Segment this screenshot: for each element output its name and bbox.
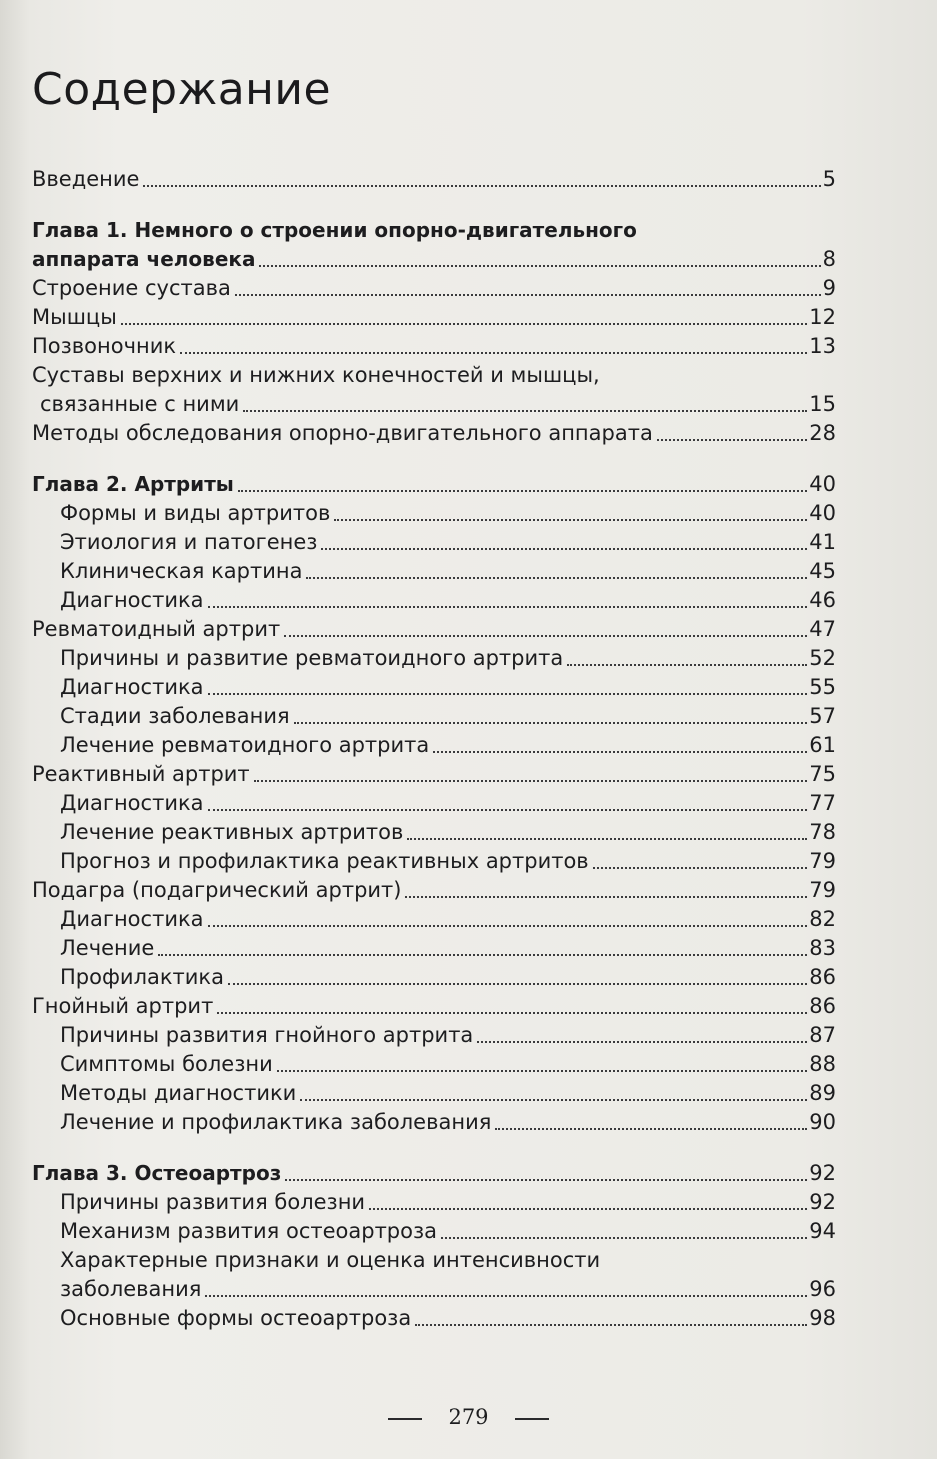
toc-entry-page: 9 xyxy=(822,276,836,300)
toc-entry xyxy=(32,671,836,700)
toc-entry-title: Характерные признаки и оценка интенсивности xyxy=(60,1248,601,1272)
toc-entry xyxy=(32,961,836,990)
toc-entry-title: Лечение ревматоидного артрита xyxy=(60,733,430,757)
toc-dot-leader xyxy=(143,184,820,187)
toc-entry-page: 40 xyxy=(809,472,836,496)
toc-entry-title: Позвоночник xyxy=(32,334,177,358)
toc-entry-page: 13 xyxy=(809,334,836,358)
toc-entry-title: Мышцы xyxy=(32,305,117,329)
toc-dot-leader xyxy=(433,750,807,753)
toc-entry-page: 55 xyxy=(809,675,836,699)
toc-dot-leader xyxy=(567,663,807,666)
toc-entry xyxy=(32,816,836,845)
toc-entry-title: Методы обследования опорно-двигательного аппарата xyxy=(32,421,653,445)
toc-chapter-entry xyxy=(32,243,836,272)
toc-dot-leader xyxy=(593,866,808,869)
toc-entry-title: Механизм развития остеоартроза xyxy=(60,1219,438,1243)
toc-entry-title: Методы диагностики xyxy=(60,1081,297,1105)
toc-entry xyxy=(32,700,836,729)
toc-entry xyxy=(32,1048,836,1077)
toc-entry xyxy=(32,1019,836,1048)
toc-dot-leader xyxy=(259,264,820,267)
toc-entry-page: 92 xyxy=(809,1190,836,1214)
toc-entry-page: 15 xyxy=(809,392,836,416)
toc-entry-title: Лечение xyxy=(60,936,155,960)
toc-entry-title: связанные с ними xyxy=(40,392,240,416)
toc-entry-title: Лечение и профилактика заболевания xyxy=(60,1110,492,1134)
toc-entry-title: Прогноз и профилактика реактивных артритов xyxy=(60,849,589,873)
toc-dot-leader xyxy=(657,438,807,441)
page-title: Содержание xyxy=(32,64,332,115)
toc-entry xyxy=(32,584,836,613)
toc-entry-page: 61 xyxy=(809,733,836,757)
toc-entry-page: 12 xyxy=(809,305,836,329)
toc-dot-leader xyxy=(208,692,808,695)
toc-entry-title: Стадии заболевания xyxy=(60,704,290,728)
toc-entry xyxy=(32,1106,836,1135)
toc-dot-leader xyxy=(321,547,807,550)
toc-entry xyxy=(32,729,836,758)
toc-entry-title: Диагностика xyxy=(60,907,204,931)
toc-entry xyxy=(32,388,836,417)
toc-entry-page: 46 xyxy=(809,588,836,612)
toc-entry-page: 92 xyxy=(809,1161,836,1185)
toc-dot-leader xyxy=(254,779,808,782)
toc-chapter-entry xyxy=(32,214,836,243)
toc-entry-title: Клиническая картина xyxy=(60,559,303,583)
toc-dot-leader xyxy=(121,322,807,325)
toc-entry-page: 94 xyxy=(809,1219,836,1243)
toc-entry-page: 79 xyxy=(809,849,836,873)
toc-entry-title: Причины и развитие ревматоидного артрита xyxy=(60,646,564,670)
toc-entry xyxy=(32,163,836,192)
page-number: 279 xyxy=(448,1405,489,1429)
toc-entry-title: Основные формы остеоартроза xyxy=(60,1306,412,1330)
toc-entry-title: заболевания xyxy=(60,1277,202,1301)
toc-entry-title: Причины развития болезни xyxy=(60,1190,366,1214)
toc-entry-page: 52 xyxy=(809,646,836,670)
toc-entry-title: Причины развития гнойного артрита xyxy=(60,1023,474,1047)
toc-entry-page: 47 xyxy=(809,617,836,641)
toc-entry xyxy=(32,272,836,301)
toc-entry-title: Подагра (подагрический артрит) xyxy=(32,878,402,902)
toc-entry-page: 87 xyxy=(809,1023,836,1047)
toc-dot-leader xyxy=(205,1294,807,1297)
toc-entry-page: 57 xyxy=(809,704,836,728)
toc-entry-title: Реактивный артрит xyxy=(32,762,250,786)
toc-entry-title: Строение сустава xyxy=(32,276,231,300)
toc-dot-leader xyxy=(407,837,807,840)
toc-entry xyxy=(32,613,836,642)
toc-dot-leader xyxy=(277,1069,808,1072)
toc-entry xyxy=(32,330,836,359)
toc-entry-page: 96 xyxy=(809,1277,836,1301)
toc-entry-page: 77 xyxy=(809,791,836,815)
toc-entry-title: Диагностика xyxy=(60,675,204,699)
toc-entry-page: 90 xyxy=(809,1110,836,1134)
toc-entry-page: 40 xyxy=(809,501,836,525)
toc-entry xyxy=(32,417,836,446)
toc-entry-page: 83 xyxy=(809,936,836,960)
toc-entry-title: Этиология и патогенез xyxy=(60,530,318,554)
toc-dot-leader xyxy=(238,489,807,492)
toc-dot-leader xyxy=(495,1127,807,1130)
toc-entry-page: 82 xyxy=(809,907,836,931)
toc-dot-leader xyxy=(180,351,807,354)
toc-entry xyxy=(32,1077,836,1106)
footer-dash-right xyxy=(515,1418,549,1420)
toc-dot-leader xyxy=(306,576,807,579)
toc-chapter-entry xyxy=(32,1157,836,1186)
toc-entry-page: 86 xyxy=(809,965,836,989)
toc-entry-page: 98 xyxy=(809,1306,836,1330)
toc-entry-page: 41 xyxy=(809,530,836,554)
toc-dot-leader xyxy=(208,605,808,608)
toc-entry xyxy=(32,903,836,932)
toc-dot-leader xyxy=(294,721,808,724)
toc-entry xyxy=(32,990,836,1019)
toc-entry-title: Формы и виды артритов xyxy=(60,501,331,525)
page-footer xyxy=(0,1405,937,1429)
toc-dot-leader xyxy=(477,1040,807,1043)
toc-entry xyxy=(32,497,836,526)
toc-entry-page: 88 xyxy=(809,1052,836,1076)
toc-dot-leader xyxy=(405,895,807,898)
toc-entry-page: 78 xyxy=(809,820,836,844)
toc-entry xyxy=(32,787,836,816)
toc-entry-title: Суставы верхних и нижних конечностей и мышцы, xyxy=(32,363,600,387)
toc-entry xyxy=(32,642,836,671)
toc-entry-title: Введение xyxy=(32,167,140,191)
toc-entry-page: 89 xyxy=(809,1081,836,1105)
toc-entry xyxy=(32,555,836,584)
toc-entry xyxy=(32,1302,836,1331)
toc-dot-leader xyxy=(243,409,807,412)
toc-entry xyxy=(32,932,836,961)
toc-entry xyxy=(32,301,836,330)
toc-entry xyxy=(32,1244,836,1273)
toc-dot-leader xyxy=(334,518,807,521)
toc-dot-leader xyxy=(217,1011,807,1014)
toc-entry-title: Диагностика xyxy=(60,791,204,815)
toc-dot-leader xyxy=(158,953,807,956)
toc-entry xyxy=(32,845,836,874)
table-of-contents xyxy=(32,163,836,1331)
toc-entry-title: Глава 3. Остеоартроз xyxy=(32,1161,282,1185)
toc-entry-title: Гнойный артрит xyxy=(32,994,214,1018)
toc-entry xyxy=(32,359,836,388)
toc-entry xyxy=(32,1215,836,1244)
toc-entry-title: Профилактика xyxy=(60,965,224,989)
toc-entry-title: Глава 1. Немного о строении опорно-двигательного xyxy=(32,218,637,242)
toc-dot-leader xyxy=(300,1098,807,1101)
toc-entry-title: Глава 2. Артриты xyxy=(32,472,234,496)
toc-entry-title: Ревматоидный артрит xyxy=(32,617,281,641)
toc-entry-page: 45 xyxy=(809,559,836,583)
toc-entry-page: 5 xyxy=(822,167,836,191)
toc-entry-page: 86 xyxy=(809,994,836,1018)
toc-dot-leader xyxy=(208,924,808,927)
toc-dot-leader xyxy=(235,293,821,296)
toc-entry xyxy=(32,526,836,555)
toc-entry-page: 75 xyxy=(809,762,836,786)
toc-entry-title: Лечение реактивных артритов xyxy=(60,820,404,844)
toc-entry xyxy=(32,758,836,787)
toc-entry xyxy=(32,1273,836,1302)
toc-dot-leader xyxy=(228,982,807,985)
toc-entry-title: Диагностика xyxy=(60,588,204,612)
toc-dot-leader xyxy=(441,1236,807,1239)
toc-entry-title: Симптомы болезни xyxy=(60,1052,273,1076)
toc-entry-page: 79 xyxy=(809,878,836,902)
toc-entry xyxy=(32,874,836,903)
toc-dot-leader xyxy=(284,634,807,637)
footer-dash-left xyxy=(388,1418,422,1420)
toc-entry-title: аппарата человека xyxy=(32,247,256,271)
toc-entry xyxy=(32,1186,836,1215)
toc-dot-leader xyxy=(415,1323,807,1326)
toc-chapter-entry xyxy=(32,468,836,497)
toc-dot-leader xyxy=(285,1178,807,1181)
toc-dot-leader xyxy=(369,1207,807,1210)
toc-entry-page: 28 xyxy=(809,421,836,445)
toc-dot-leader xyxy=(208,808,808,811)
toc-entry-page: 8 xyxy=(822,247,836,271)
